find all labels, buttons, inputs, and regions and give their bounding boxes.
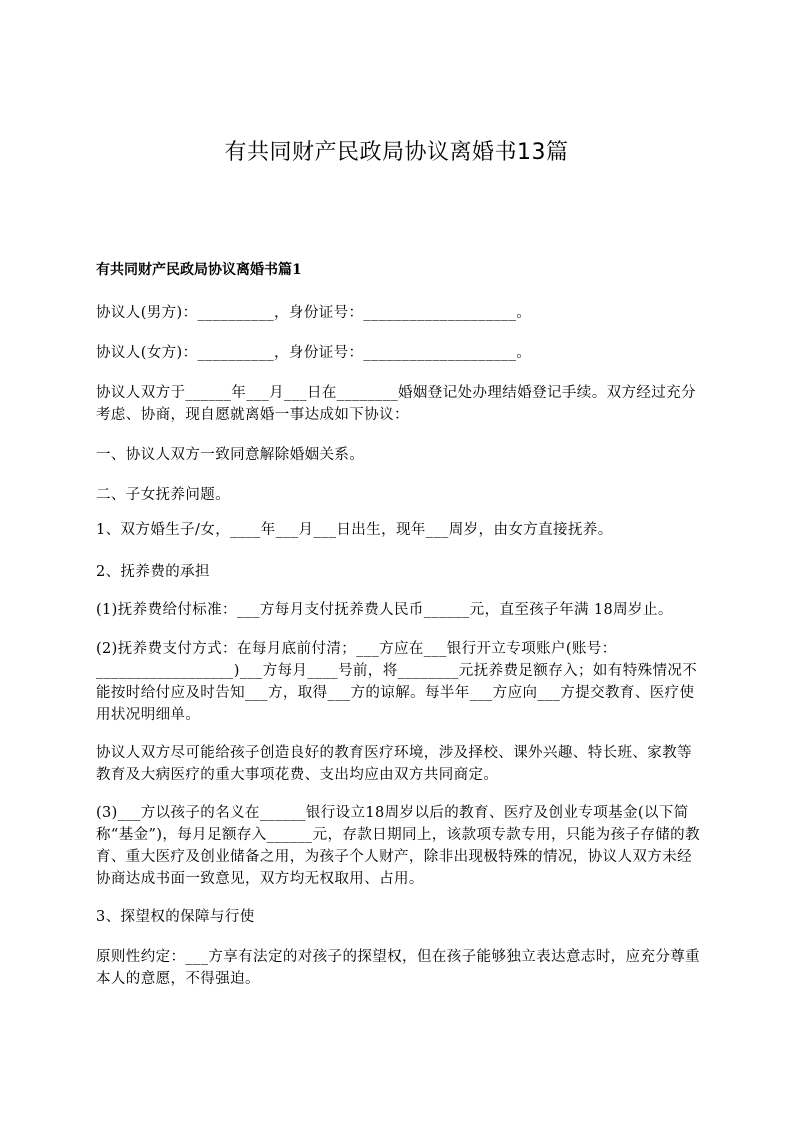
- paragraph-female-party: 协议人(女方)：__________，身份证号：____________________。: [96, 345, 532, 361]
- paragraph-support-payment: (2)抚养费支付方式：在每月底前付清；___方应在___银行开立专项账户(账号：__________________)___方每月____号前，将________元抚养费足额存入；如有特殊情况不能按时给付应及时告知___方，取得___方的谅解。每半年___方应向___方提交教育、医疗使用状况明细单。: [96, 641, 698, 723]
- paragraph-education-environment: 协议人双方尽可能给孩子创造良好的教育医疗环境，涉及择校、课外兴趣、特长班、家教等教育及大病医疗的重大事项花费、支出均应由双方共同商定。: [96, 745, 692, 783]
- section-heading: 有共同财产民政局协议离婚书篇1: [96, 262, 302, 278]
- document-title: 有共同财产民政局协议离婚书13篇: [224, 140, 569, 165]
- paragraph-child-info: 1、双方婚生子/女，____年___月___日出生，现年___周岁，由女方直接抚养。: [96, 522, 613, 538]
- paragraph-child-custody: 二、子女抚养问题。: [96, 487, 231, 503]
- paragraph-dissolve-marriage: 一、协议人双方一致同意解除婚姻关系。: [96, 447, 365, 463]
- paragraph-support-standard: (1)抚养费给付标准：___方每月支付抚养费人民币______元，直至孩子年满 18周岁止。: [96, 602, 673, 618]
- paragraph-marriage-registration: 协议人双方于______年___月___日在________婚姻登记处办理结婚登记手续。双方经过充分考虑、协商，现自愿就离婚一事达成如下协议：: [96, 385, 696, 423]
- paragraph-male-party: 协议人(男方)：__________，身份证号：____________________。: [96, 305, 532, 321]
- paragraph-visitation-heading: 3、探望权的保障与行使: [96, 909, 255, 925]
- paragraph-support-burden: 2、抚养费的承担: [96, 564, 210, 580]
- paragraph-education-fund: (3)___方以孩子的名义在______银行设立18周岁以后的教育、医疗及创业专项基金(以下简称“基金”)，每月足额存入______元，存款日期同上，该款项专款专用，只能为孩子存储的教育、重大医疗及创业储备之用，为孩子个人财产，除非出现极特殊的情况，协议人双方未经协商达成书面一致意见，双方均无权取用、占用。: [96, 805, 700, 887]
- paragraph-visitation-principle: 原则性约定：___方享有法定的对孩子的探望权，但在孩子能够独立表达意志时，应充分尊重本人的意愿，不得强迫。: [96, 949, 701, 987]
